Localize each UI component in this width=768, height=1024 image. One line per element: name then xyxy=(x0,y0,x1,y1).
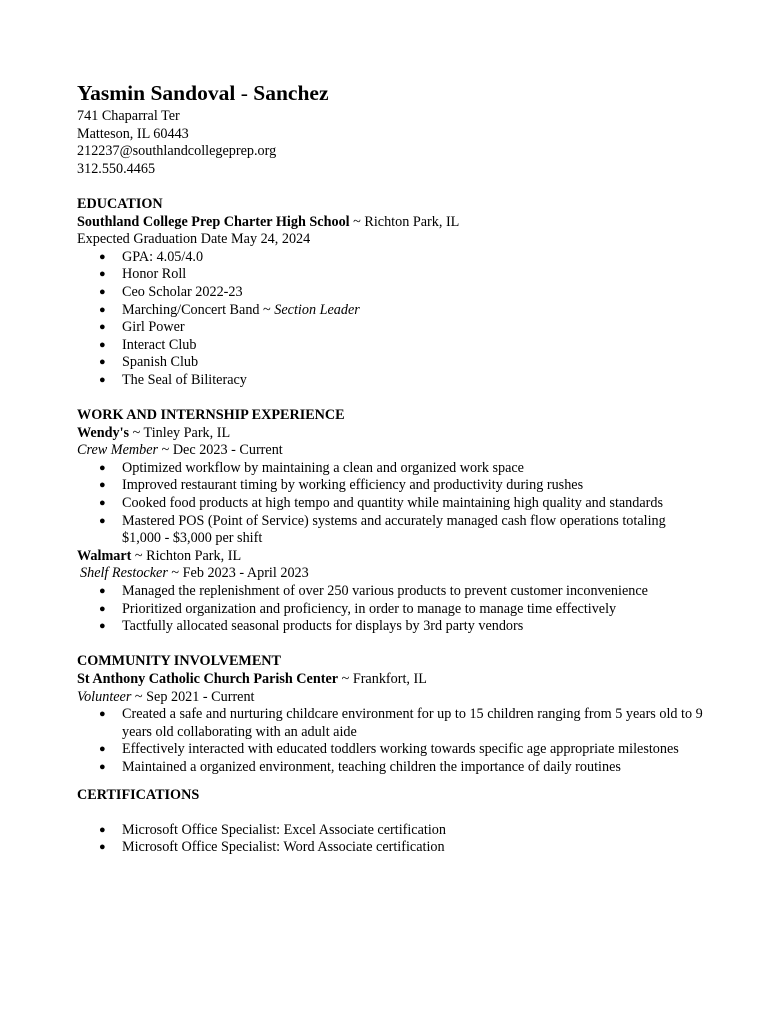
list-item: ● Managed the replenishment of over 250 various products to prevent customer inconvenience xyxy=(99,583,648,600)
band-role: Section Leader xyxy=(274,301,360,318)
list-item: ● Microsoft Office Specialist: Word Associate certification xyxy=(99,839,445,856)
list-item: ● Girl Power xyxy=(99,319,185,336)
bullet-icon: ● xyxy=(99,303,106,316)
community-role-line xyxy=(77,689,677,707)
education-heading: EDUCATION xyxy=(77,195,163,212)
job-role-line xyxy=(77,442,677,460)
list-item: ● The Seal of Biliteracy xyxy=(99,371,247,388)
certifications-heading: CERTIFICATIONS xyxy=(77,786,200,803)
list-item: ● Prioritized organization and proficiency, in order to manage to manage time effectively xyxy=(99,600,617,617)
bullet-icon: ● xyxy=(99,743,106,756)
list-item: ● Cooked food products at high tempo and quantity while maintaining high quality and standards xyxy=(99,495,664,512)
job-employer-line xyxy=(77,425,677,443)
list-item: ● Created a safe and nurturing childcare environment for up to 15 children ranging from 5 years old to 9 years old collaborating with an adult aide xyxy=(99,706,703,740)
list-item: ● Improved restaurant timing by working efficiency and productivity during rushes xyxy=(99,477,584,494)
work-heading: WORK AND INTERNSHIP EXPERIENCE xyxy=(77,407,345,424)
section-spacer xyxy=(77,390,677,408)
bullet-icon: ● xyxy=(99,823,106,836)
bullet-icon: ● xyxy=(99,285,106,298)
bullet-icon: ● xyxy=(99,373,106,386)
list-item: ● Marching/Concert Band ~ Section Leader xyxy=(99,301,360,318)
employer-location: ~ Richton Park, IL xyxy=(131,547,242,564)
school-location: ~ Richton Park, IL xyxy=(349,213,460,230)
community-heading: COMMUNITY INVOLVEMENT xyxy=(77,653,281,670)
list-item: ● Optimized workflow by maintaining a clean and organized work space xyxy=(99,459,524,476)
community-org-line xyxy=(77,671,677,689)
community-dates: ~ Sep 2021 - Current xyxy=(131,688,255,705)
employer-name: Wendy's xyxy=(77,424,130,441)
job-duties-list xyxy=(77,460,677,548)
list-item: ● Interact Club xyxy=(99,336,197,353)
bullet-icon: ● xyxy=(99,338,106,351)
job-dates: ~ Feb 2023 - April 2023 xyxy=(167,565,309,582)
bullet-icon: ● xyxy=(99,250,106,263)
address-line-2: Matteson, IL 60443 xyxy=(77,125,189,142)
job-role: Crew Member xyxy=(77,442,159,459)
email-text: 212237@southlandcollegeprep.org xyxy=(77,143,277,160)
list-item: ● Microsoft Office Specialist: Excel Associate certification xyxy=(99,821,446,838)
employer-location: ~ Tinley Park, IL xyxy=(129,424,231,441)
resume-content xyxy=(77,80,703,857)
list-item: ● Maintained a organized environment, teaching children the importance of daily routines xyxy=(99,758,621,775)
school-line xyxy=(77,214,677,232)
job-role: Shelf Restocker xyxy=(80,565,168,582)
job-duties-list xyxy=(77,583,677,636)
community-location: ~ Frankfort, IL xyxy=(338,671,427,687)
list-item: ● Honor Roll xyxy=(99,266,187,283)
address-line-1: 741 Chaparral Ter xyxy=(77,108,180,124)
employer-name: Walmart xyxy=(77,547,132,564)
bullet-icon: ● xyxy=(99,514,106,527)
bullet-icon: ● xyxy=(99,356,106,369)
bullet-icon: ● xyxy=(99,760,106,773)
bullet-icon: ● xyxy=(99,708,106,721)
bullet-icon: ● xyxy=(99,602,106,615)
school-name: Southland College Prep Charter High School xyxy=(77,213,350,230)
name-dash: - xyxy=(235,81,254,105)
bullet-icon: ● xyxy=(99,461,106,474)
section-spacer xyxy=(77,777,677,787)
bullet-icon: ● xyxy=(99,268,106,281)
bullet-icon: ● xyxy=(99,479,106,492)
job-role-line xyxy=(77,565,677,583)
list-item: ● Spanish Club xyxy=(99,354,199,371)
list-item: ● Mastered POS (Point of Service) systems and accurately managed cash flow operations totaling $1,000 - $3,000 per shift xyxy=(99,512,666,547)
job-employer-line xyxy=(77,548,677,566)
community-list xyxy=(77,706,703,776)
section-spacer xyxy=(77,178,677,196)
list-item: ● Tactfully allocated seasonal products for displays by 3rd party vendors xyxy=(99,618,524,635)
section-spacer xyxy=(77,636,677,654)
applicant-name xyxy=(77,80,677,106)
certifications-list xyxy=(77,822,677,857)
list-item: ● GPA: 4.05/4.0 xyxy=(99,248,204,265)
name-first: Yasmin Sandoval xyxy=(77,81,236,105)
community-role: Volunteer xyxy=(77,688,132,705)
bullet-icon: ● xyxy=(99,841,106,854)
community-org: St Anthony Catholic Church Parish Center xyxy=(77,671,339,687)
bullet-icon: ● xyxy=(99,321,106,334)
phone-text: 312.550.4465 xyxy=(77,160,156,177)
name-last: Sanchez xyxy=(253,81,329,105)
section-spacer xyxy=(77,804,677,822)
bullet-icon: ● xyxy=(99,620,106,633)
job-dates: ~ Dec 2023 - Current xyxy=(158,442,283,459)
graduation-date: Expected Graduation Date May 24, 2024 xyxy=(77,231,311,248)
bullet-icon: ● xyxy=(99,585,106,598)
list-item: ● Ceo Scholar 2022-23 xyxy=(99,283,243,300)
education-list xyxy=(77,249,677,390)
list-item: ● Effectively interacted with educated toddlers working towards specific age appropriate milestones xyxy=(99,741,679,758)
bullet-icon: ● xyxy=(99,497,106,510)
